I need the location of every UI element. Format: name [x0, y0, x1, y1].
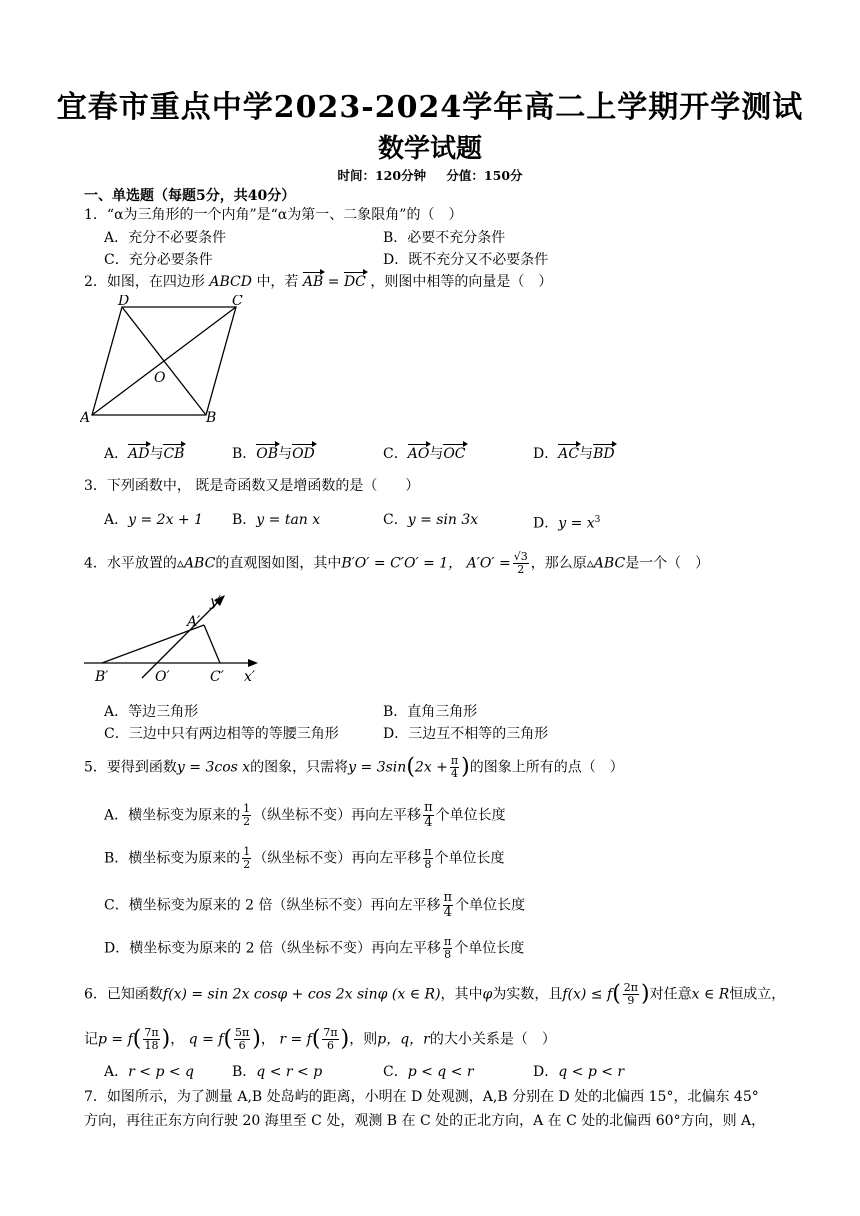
q2-stem-a: 2．如图，在四边形 [84, 274, 205, 290]
q3-option-a: A．y = 2x + 1 [104, 512, 204, 528]
q6-option-b: B．q < r < p [232, 1064, 323, 1080]
q7-line1: 7．如图所示，为了测量 A,B 处岛屿的距离，小明在 D 处观测，A,B 分别在 D 处的北偏西 15°，北偏东 45° [84, 1089, 759, 1105]
parallelogram-figure [80, 295, 250, 430]
label-c: C [232, 295, 243, 309]
q2-eq: = [327, 274, 340, 290]
q2-option-c: C．AO与OC [383, 446, 466, 462]
q5-option-c: C．横坐标变为原来的 2 倍（纵坐标不变）再向左平移 $\frac{\pi}{4}$ 个单位长度 [104, 890, 526, 920]
q2-vec-ab: AB [302, 274, 324, 290]
q4-stem: 4．水平放置的▵ABC的直观图如图，其中B′O′ = C′O′ = 1， A′O′ = $\frac{√3}{2}$ ，那么原▵ABC是一个（ ） [84, 550, 710, 576]
q7-line2: 方向，再往正东方向行驶 20 海里至 C 处，观测 B 在 C 处的正北方向，A 在 C 处的北偏西 60°方向，则 A， [84, 1113, 766, 1129]
q1-option-c: C．充分必要条件 [104, 252, 213, 268]
q6-option-c: C．p < q < r [383, 1064, 474, 1080]
label-c-prime: C′ [210, 669, 224, 685]
q5-option-d: D．横坐标变为原来的 2 倍（纵坐标不变）再向左平移 $\frac{\pi}{8}$ 个单位长度 [104, 935, 525, 961]
label-a: A [80, 410, 91, 426]
q2-stem [84, 272, 552, 292]
q1-option-b: B．必要不充分条件 [383, 230, 506, 246]
oblique-view-figure [80, 588, 270, 688]
q5-option-b: B．横坐标变为原来的 $\frac{1}{2}$ （纵坐标不变）再向左平移 $\frac{\pi}{8}$ 个单位长度 [104, 845, 505, 871]
label-x-axis: x′ [244, 669, 256, 685]
exam-time: 时间：120分钟 [337, 168, 427, 183]
q5-stem: 5．要得到函数y = 3cos x的图象，只需将y = 3sin(2x + $\frac{\pi}{4}$ )的图象上所有的点（ ） [84, 754, 624, 780]
q3-option-b: B．y = tan x [232, 512, 321, 528]
q2-option-a: A．AD与CB [104, 446, 185, 462]
q4-option-a: A．等边三角形 [104, 704, 199, 720]
q2-stem-d: ，则图中相等的向量是（ ） [370, 274, 553, 290]
q1-option-d: D．既不充分又不必要条件 [383, 252, 549, 268]
label-b-prime: B′ [95, 669, 109, 685]
q2-stem-c: 中，若 [256, 274, 299, 290]
q4-option-b: B．直角三角形 [383, 704, 478, 720]
q1-option-a: A．充分不必要条件 [104, 230, 227, 246]
q2-vec-dc: DC [343, 274, 366, 290]
q4-option-c: C．三边中只有两边相等的等腰三角形 [104, 726, 339, 742]
label-a-prime: A′ [187, 614, 201, 630]
q6-option-a: A．r < p < q [104, 1064, 195, 1080]
q6-option-d: D．q < p < r [533, 1064, 625, 1080]
q3-option-d: D．$y = x^3$ [533, 515, 601, 532]
q6-line2: 记p = f( $\frac{7\pi}{18}$ )， q = f( $\frac{5\pi}{6}$ )， r = f( $\frac{7\pi}{6}$ )，则p，q，r的大小关系是（ ） [84, 1026, 556, 1052]
q2-option-d: D．AC与BD [533, 446, 615, 462]
q2-option-b: B．OB与OD [232, 446, 315, 462]
exam-score: 分值：150分 [446, 168, 523, 183]
label-o-prime: O′ [155, 669, 170, 685]
q1-stem: 1．“α为三角形的一个内角”是“α为第一、二象限角”的（ ） [84, 207, 463, 223]
q6-stem: 6．已知函数f(x) = sin 2x cosφ + cos 2x sinφ (x ∈ R)，其中φ为实数，且f(x) ≤ f( $\frac{2\pi}{9}$ )对任意x ∈ R恒成立， [84, 981, 786, 1007]
label-y-axis: y′ [210, 594, 222, 610]
exam-meta [0, 166, 860, 184]
label-o: O [154, 370, 166, 386]
exam-title: 宜春市重点中学2023-2024学年高二上学期开学测试 [56, 90, 804, 125]
q2-quad: ABCD [209, 274, 252, 290]
exam-subtitle: 数学试题 [377, 134, 482, 164]
label-d: D [118, 295, 130, 309]
q3-stem: 3．下列函数中， 既是奇函数又是增函数的是（ ） [84, 478, 420, 494]
q3-option-c: C．y = sin 3x [383, 512, 479, 528]
section-heading: 一、单选题（每题5分，共40分） [84, 188, 296, 204]
q5-option-a: A．横坐标变为原来的 $\frac{1}{2}$ （纵坐标不变）再向左平移 $\frac{\pi}{4}$ 个单位长度 [104, 800, 506, 830]
q4-option-d: D．三边互不相等的三角形 [383, 726, 549, 742]
label-b: B [206, 410, 217, 426]
